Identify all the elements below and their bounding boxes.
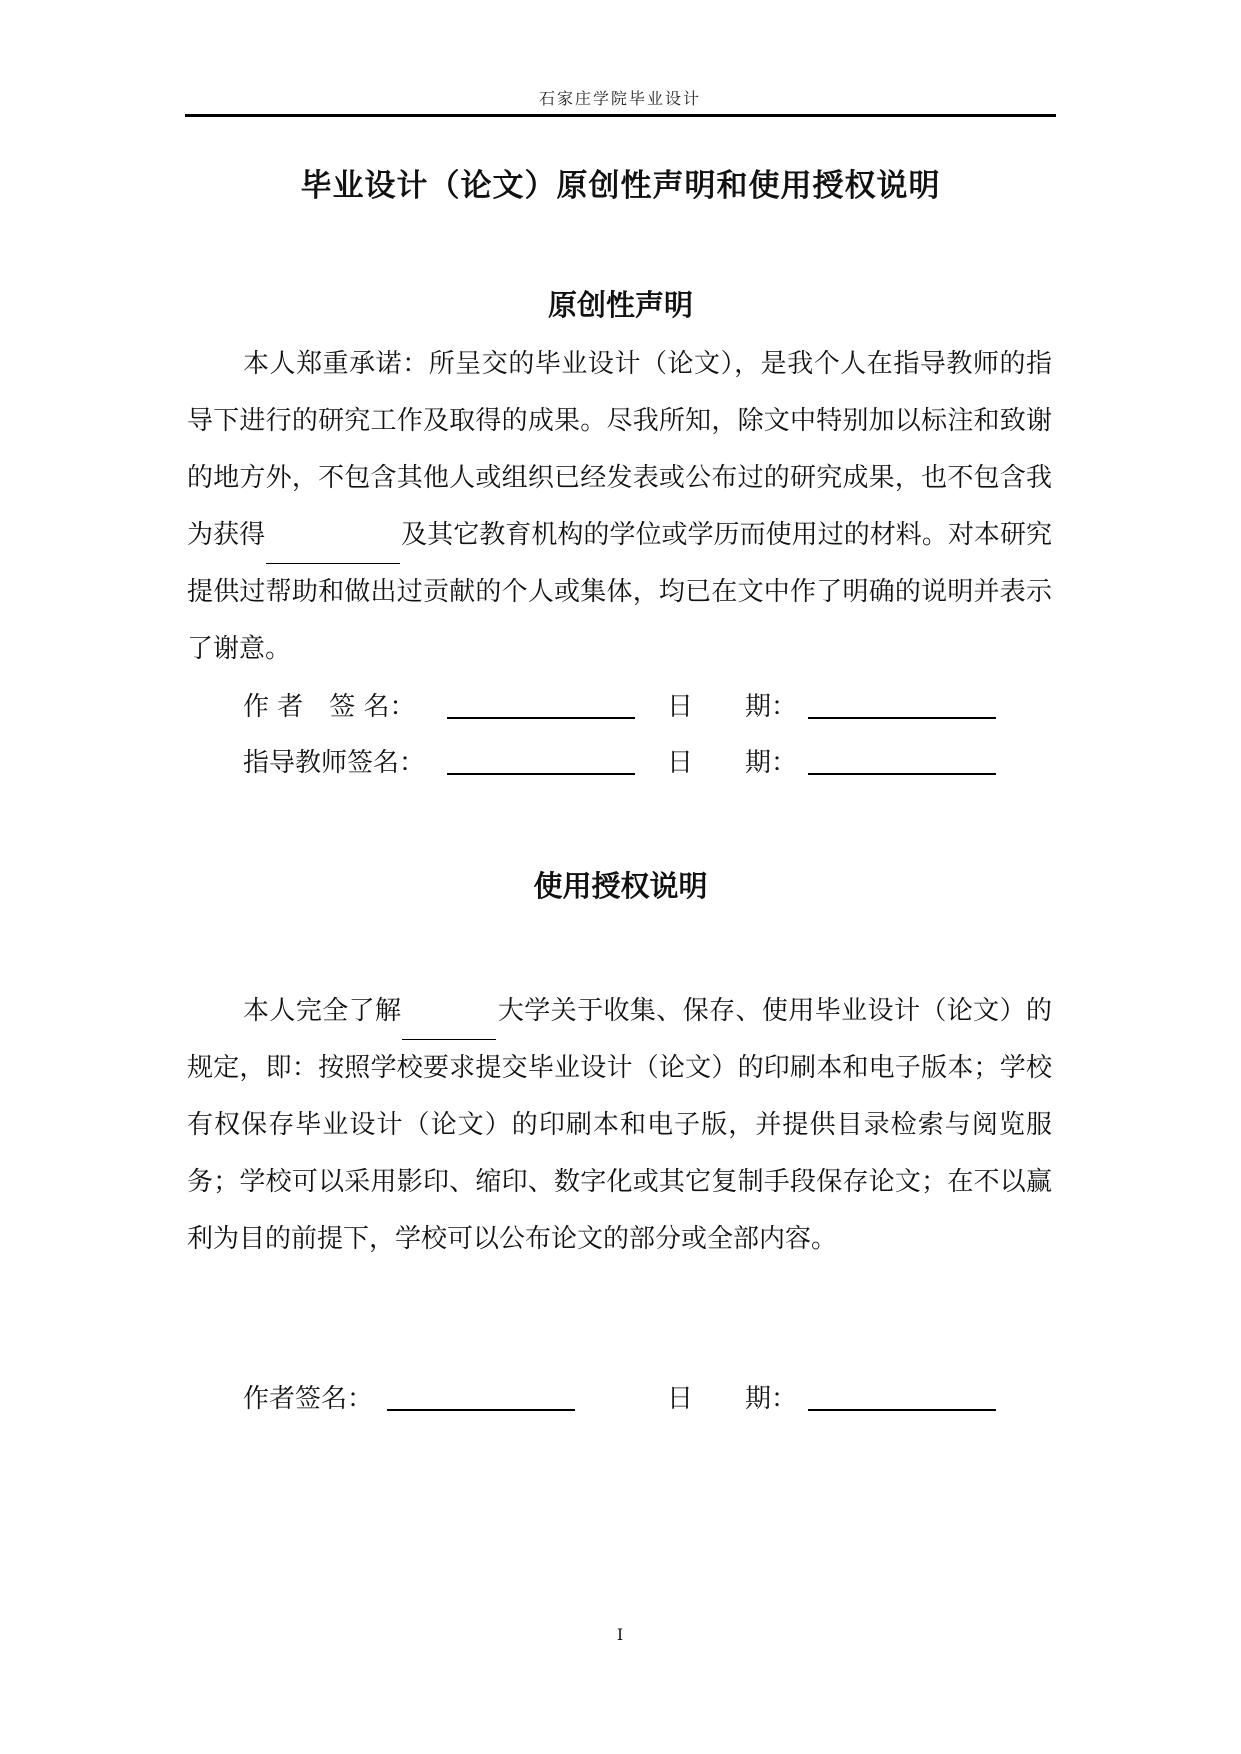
auth-date-label: 日 期： — [667, 1384, 798, 1414]
auth-author-signature-field[interactable] — [387, 1409, 575, 1411]
authorization-paragraph — [187, 983, 1052, 1268]
advisor-date-label: 日 期： — [667, 748, 798, 778]
author-signature-field[interactable] — [447, 717, 635, 719]
author-date-label: 日 期： — [667, 692, 798, 722]
author-signature-label: 作 者 签 名： — [243, 692, 416, 722]
originality-text-part1: 本人郑重承诺：所呈交的毕业设计（论文），是我个人在指导教师的指导下进行的研究工作及取得的成果。尽我所知，除文中特别加以标注和致谢的地方外，不包含其他人或组织已经发表或公布过的研究成果，也不包含我为获得 — [187, 349, 1052, 550]
running-header: 石家庄学院毕业设计 — [538, 89, 701, 108]
document-title: 毕业设计（论文）原创性声明和使用授权说明 — [300, 168, 941, 204]
auth-date-field[interactable] — [808, 1409, 996, 1411]
originality-text-part2: 及其它教育机构的学位或学历而使用过的材料。对本研究提供过帮助和做出过贡献的个人或集体，均已在文中作了明确的说明并表示了谢意。 — [187, 520, 1052, 664]
advisor-signature-field[interactable] — [447, 773, 635, 775]
university-blank[interactable] — [402, 1010, 496, 1040]
originality-paragraph — [187, 336, 1052, 678]
authorization-text-part2: 大学关于收集、保存、使用毕业设计（论文）的规定，即：按照学校要求提交毕业设计（论文）的印刷本和电子版本；学校有权保存毕业设计（论文）的印刷本和电子版，并提供目录检索与阅览服务；学校可以采用影印、缩印、数字化或其它复制手段保存论文；在不以赢利为目的前提下，学校可以公布论文的部分或全部内容。 — [187, 996, 1052, 1254]
authorization-heading: 使用授权说明 — [533, 869, 708, 903]
auth-author-signature-label: 作者签名： — [243, 1384, 374, 1414]
header-rule — [185, 114, 1056, 117]
institution-blank[interactable] — [266, 534, 400, 564]
author-date-field[interactable] — [808, 717, 996, 719]
originality-heading: 原创性声明 — [547, 288, 693, 322]
advisor-date-field[interactable] — [808, 773, 996, 775]
authorization-text-part1: 本人完全了解 — [243, 996, 402, 1026]
page-number: I — [616, 1625, 624, 1644]
advisor-signature-label: 指导教师签名： — [243, 748, 426, 778]
